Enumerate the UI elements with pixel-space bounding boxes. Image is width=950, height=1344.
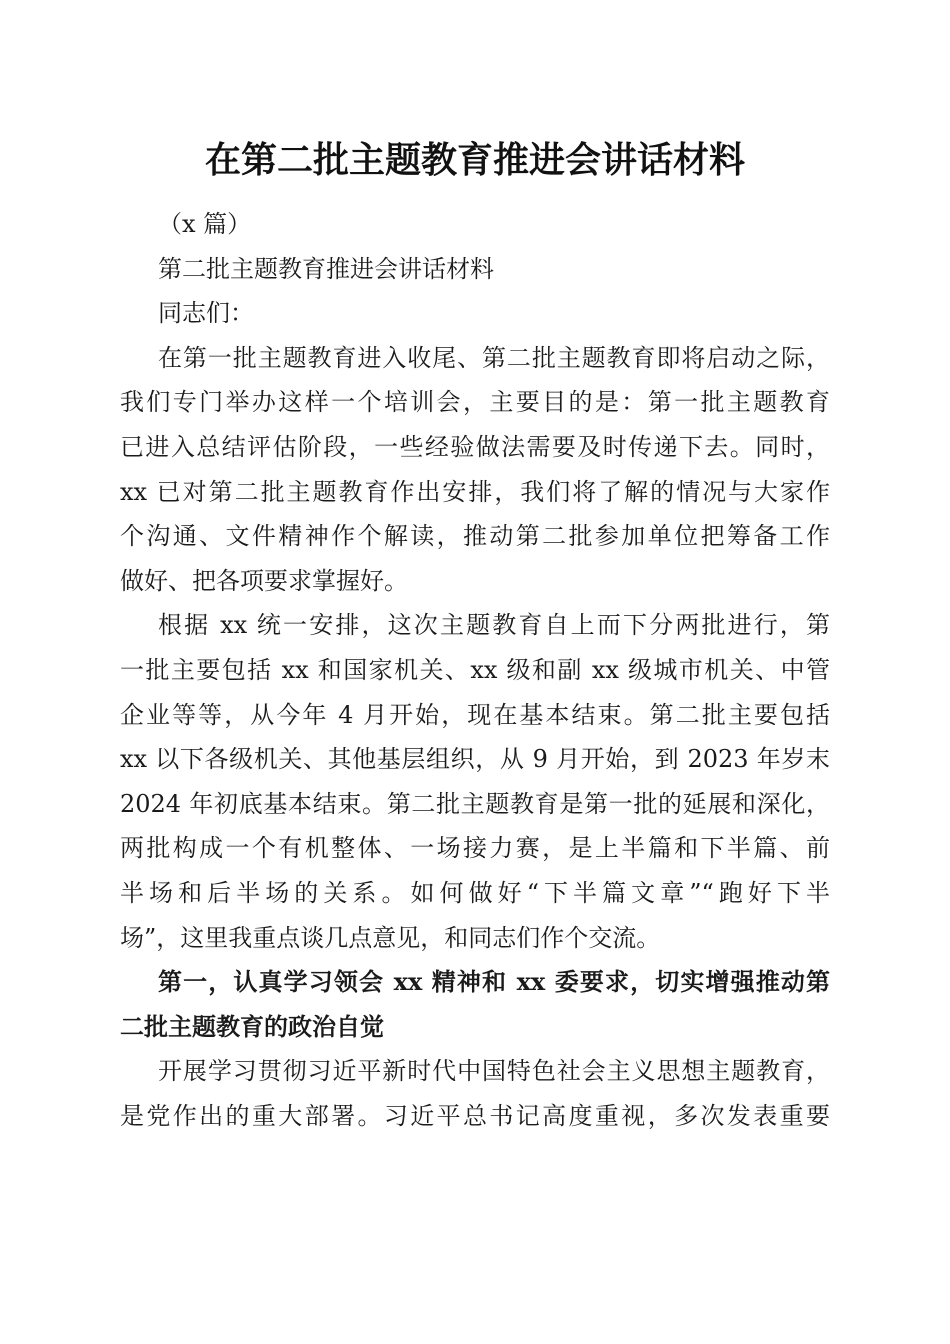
text-line: 同志们： [158,299,254,328]
text-line: 第二批主题教育推进会讲话材料 [158,254,494,283]
text-line: 一批主要包括 xx 和国家机关、xx 级和副 xx 级城市机关、中管 [120,655,830,684]
text-line: 做好、把各项要求掌握好。 [120,566,408,595]
text-line: 在第一批主题教育进入收尾、第二批主题教育即将启动之际， [158,343,830,372]
section-heading-line: 第一，认真学习领会 xx 精神和 xx 委要求，切实增强推动第 [158,967,830,997]
text-line: xx 已对第二批主题教育作出安排，我们将了解的情况与大家作 [120,477,830,506]
text-line: 场”，这里我重点谈几点意见，和同志们作个交流。 [120,923,661,952]
text-line: 个沟通、文件精神作个解读，推动第二批参加单位把筹备工作 [120,522,830,551]
document-body [120,202,830,1138]
text-line: 开展学习贯彻习近平新时代中国特色社会主义思想主题教育， [158,1057,830,1086]
text-line: xx 以下各级机关、其他基层组织，从 9 月开始，到 2023 年岁末 [120,745,830,774]
text-line: 根据 xx 统一安排，这次主题教育自上而下分两批进行，第 [158,611,830,640]
text-line: 两批构成一个有机整体、一场接力赛，是上半篇和下半篇、前 [120,834,830,863]
text-line: 我们专门举办这样一个培训会，主要目的是：第一批主题教育 [120,388,830,417]
section-heading-line: 二批主题教育的政治自觉 [120,1011,384,1041]
text-line: 半场和后半场的关系。如何做好“下半篇文章”“跑好下半 [120,878,830,907]
document-title: 在第二批主题教育推进会讲话材料 [204,139,745,181]
text-line: 2024 年初底基本结束。第二批主题教育是第一批的延展和深化， [120,789,830,818]
text-line: 是党作出的重大部署。习近平总书记高度重视，多次发表重要 [120,1101,830,1130]
text-line: （x 篇） [158,210,252,238]
text-line: 企业等等，从今年 4 月开始，现在基本结束。第二批主要包括 [120,700,830,729]
text-line: 已进入总结评估阶段，一些经验做法需要及时传递下去。同时， [120,432,830,461]
